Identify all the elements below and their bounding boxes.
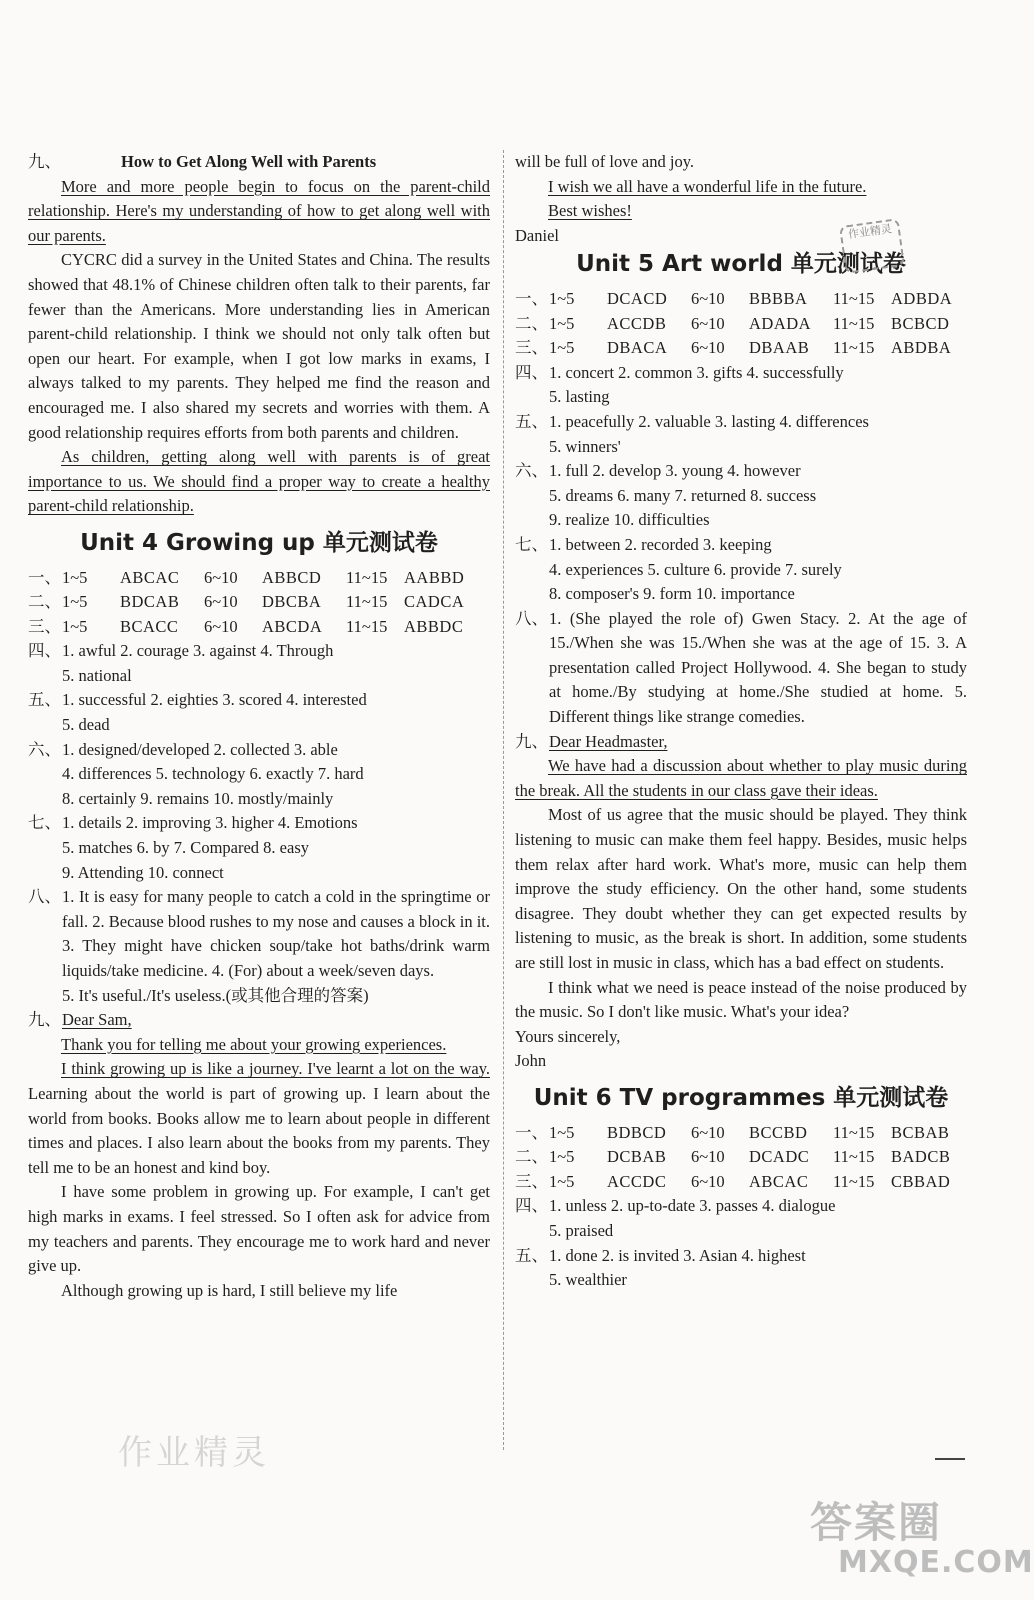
answer-text: 1. successful 2. eighties 3. scored 4. interested — [62, 690, 367, 710]
range: 6~10 — [691, 1171, 725, 1191]
watermark-stamp: 作业精灵 — [839, 218, 905, 274]
row-label: 五、 — [515, 1245, 548, 1265]
answer-text: 1. peacefully 2. valuable 3. lasting 4. differences — [549, 411, 869, 431]
row-label: 一、 — [515, 1122, 548, 1142]
letter-paragraph: Thank you for telling me about your growing experiences. — [61, 1034, 447, 1054]
unit6-mc-block — [515, 1121, 967, 1195]
answers: BCACC — [120, 616, 179, 636]
range: 11~15 — [346, 616, 388, 636]
letter-closing: Yours sincerely, — [515, 1026, 621, 1046]
range: 1~5 — [549, 338, 575, 358]
answer-text: 5. wealthier — [549, 1270, 627, 1290]
answers: AABBD — [404, 567, 465, 587]
answer-row — [515, 410, 967, 435]
range: 1~5 — [549, 1171, 575, 1191]
answer-text: 4. experiences 5. culture 6. provide 7. surely — [549, 559, 842, 579]
column-divider — [503, 150, 504, 1450]
answer-text: 1. details 2. improving 3. higher 4. Emotions — [62, 813, 358, 833]
unit5-heading: Unit 5 Art world 单元测试卷 — [576, 251, 906, 278]
left-column — [28, 150, 490, 1303]
row-label: 三、 — [515, 1171, 548, 1191]
watermark-url: MXQE.COM — [838, 1545, 1034, 1580]
row-label: 五、 — [28, 690, 61, 710]
row-label: 七、 — [28, 813, 61, 833]
range: 6~10 — [691, 313, 725, 333]
answer-text: 8. composer's 9. form 10. importance — [549, 584, 795, 604]
row-label: 一、 — [515, 288, 548, 308]
answer-text: 1. unless 2. up-to-date 3. passes 4. dialogue — [549, 1196, 836, 1216]
range: 1~5 — [62, 567, 88, 587]
row-label: 三、 — [28, 616, 61, 636]
essay-title-text: How to Get Along Well with Parents — [121, 152, 377, 171]
answers: BBBBA — [749, 288, 808, 308]
answer-text: 1. (She played the role of) Gwen Stacy. 2. At the age of 15./When she was 15./When she was at the age of 15. 3. A presentation called Project Hollywood. 4. She began to study at home./By studying at home./She studied at home. 5. Different things like strange comedies. — [549, 608, 967, 727]
range: 6~10 — [691, 1147, 725, 1167]
answer-row — [28, 688, 490, 713]
letter-paragraph: Most of us agree that the music should be played. They think listening to music can make them feel happy. Besides, music helps them relax after hard work. What's more, music can help them improve the study efficiency. On the other hand, some students disagree. They doubt whether they can get expected results by listening to music, as the break is short. In addition, some students are still lost in music in class, which has a bad effect on students. — [515, 805, 967, 972]
range: 1~5 — [549, 1122, 575, 1142]
letter-paragraph: I wish we all have a wonderful life in the future. — [548, 176, 867, 196]
letter-paragraph: I have some problem in growing up. For example, I can't get high marks in exams. I feel stressed. So I often ask for advice from my teachers and parents. They encourage me to work hard and never give up. — [28, 1182, 490, 1276]
answers: DBAAB — [749, 338, 810, 358]
answer-text: 5. matches 6. by 7. Compared 8. easy — [62, 838, 309, 858]
answer-text: 1. designed/developed 2. collected 3. able — [62, 739, 338, 759]
answer-row — [515, 336, 967, 361]
row-label: 五、 — [515, 411, 548, 431]
answers: DCADC — [749, 1147, 810, 1167]
answer-row — [28, 639, 490, 664]
range: 11~15 — [833, 1171, 875, 1191]
letter-greeting-row — [515, 730, 967, 755]
range: 11~15 — [346, 567, 388, 587]
letter-paragraph: Although growing up is hard, I still believe my life — [61, 1280, 398, 1300]
range: 6~10 — [691, 288, 725, 308]
answer-text: 5. national — [62, 665, 132, 685]
answers: ABBCD — [262, 567, 322, 587]
row-label: 二、 — [515, 1147, 548, 1167]
range: 6~10 — [691, 1122, 725, 1142]
answer-text: 5. It's useful./It's useless.(或其他合理的答案) — [62, 985, 369, 1005]
unit6-heading: Unit 6 TV programmes 单元测试卷 — [533, 1084, 949, 1111]
answer-row — [28, 811, 490, 836]
answer-row — [28, 590, 490, 615]
answers: BDBCD — [607, 1122, 667, 1142]
range: 1~5 — [549, 1147, 575, 1167]
essay-title — [28, 150, 490, 175]
letter-greeting: Dear Sam, — [62, 1010, 132, 1030]
answer-text: 5. winners' — [549, 436, 621, 456]
answers: ABCAC — [749, 1171, 809, 1191]
row-label: 四、 — [28, 641, 61, 661]
answer-text: 1. concert 2. common 3. gifts 4. successfully — [549, 362, 844, 382]
letter-signature: Daniel — [515, 225, 559, 245]
range: 1~5 — [549, 288, 575, 308]
essay-paragraph: More and more people begin to focus on the parent-child relationship. Here's my understanding of how to get along well with our parents. — [28, 176, 490, 245]
answers: BCCBD — [749, 1122, 808, 1142]
letter-paragraph: will be full of love and joy. — [515, 152, 695, 171]
right-column — [515, 150, 967, 1293]
answers: BCBCD — [891, 313, 950, 333]
letter-signature: John — [515, 1051, 547, 1071]
answers: ABCDA — [262, 616, 323, 636]
essay-paragraph: CYCRC did a survey in the United States and China. The results showed that 48.1% of Chinese children often talk to their parents, far fewer than the Americans. More understanding lies in American parent-child relationship. I think we should not only talk often but open our heart. For example, when I got low marks in exams, I always talked to my parents. They helped me find the reason and encouraged me. I also shared my secrets and worries with them. A good relationship requires efforts from both parents and children. — [28, 250, 490, 442]
row-label: 八、 — [28, 887, 61, 907]
answer-row — [515, 459, 967, 484]
range: 6~10 — [204, 616, 238, 636]
answer-text: 1. done 2. is invited 3. Asian 4. highest — [549, 1245, 806, 1265]
answers: ACCDC — [607, 1171, 667, 1191]
answers: ADADA — [749, 313, 812, 333]
essay-paragraph: As children, getting along well with parents is of great importance to us. We should find a proper way to create a healthy parent-child relationship. — [28, 447, 490, 516]
answers: ADBDA — [891, 288, 953, 308]
answers: ABCAC — [120, 567, 180, 587]
answers: ACCDB — [607, 313, 667, 333]
answer-row — [28, 738, 490, 763]
answers: DCBAB — [607, 1147, 667, 1167]
range: 1~5 — [62, 616, 88, 636]
row-label: 二、 — [515, 313, 548, 333]
answer-row — [28, 615, 490, 640]
answers: ABBDC — [404, 616, 464, 636]
answer-text: 9. realize 10. difficulties — [549, 510, 710, 530]
answer-text: 5. lasting — [549, 387, 610, 407]
letter-greeting-row — [28, 1008, 490, 1033]
answer-text: 1. between 2. recorded 3. keeping — [549, 534, 772, 554]
answer-text: 1. It is easy for many people to catch a cold in the springtime or fall. 2. Because blood rushes to my nose and causes a block in it. 3. They might have chicken soup/take hot baths/drink warm liquids/take medicine. 4. (For) about a week/seven days. — [62, 887, 490, 980]
answer-text: 1. full 2. develop 3. young 4. however — [549, 461, 801, 481]
row-label: 六、 — [28, 739, 61, 759]
range: 11~15 — [833, 288, 875, 308]
range: 11~15 — [833, 338, 875, 358]
underlined-text: I think growing up is like a journey. I've learnt a lot on the way. — [61, 1059, 490, 1079]
letter-paragraph — [28, 1057, 490, 1180]
answer-row — [515, 287, 967, 312]
range: 11~15 — [833, 313, 875, 333]
answers: DCACD — [607, 288, 668, 308]
answer-row — [515, 533, 967, 558]
answer-text: 9. Attending 10. connect — [62, 862, 224, 882]
answer-row — [515, 361, 967, 386]
answer-text: 4. differences 5. technology 6. exactly 7. hard — [62, 764, 364, 784]
row-label: 四、 — [515, 362, 548, 382]
answers: BADCB — [891, 1147, 951, 1167]
letter-closing: Best wishes! — [548, 201, 632, 221]
answer-row — [515, 1244, 967, 1269]
row-label: 四、 — [515, 1196, 548, 1216]
answer-row — [515, 312, 967, 337]
answers: BDCAB — [120, 592, 180, 612]
answer-row — [28, 566, 490, 591]
page-edge-dash — [935, 1458, 965, 1460]
section-label: 九、 — [28, 152, 61, 171]
range: 6~10 — [691, 338, 725, 358]
answers: CADCA — [404, 592, 465, 612]
row-label: 三、 — [515, 338, 548, 358]
answer-row — [515, 1145, 967, 1170]
range: 1~5 — [549, 313, 575, 333]
answer-row — [515, 607, 967, 730]
row-label: 七、 — [515, 534, 548, 554]
letter-greeting: Dear Headmaster, — [549, 731, 668, 751]
range: 6~10 — [204, 567, 238, 587]
answer-text: 5. dead — [62, 715, 110, 735]
row-label: 一、 — [28, 567, 61, 587]
watermark-text: 作业精灵 — [118, 1433, 270, 1473]
answer-text: 8. certainly 9. remains 10. mostly/mainly — [62, 788, 334, 808]
body-text: Learning about the world is part of growing up. I learn about the world from books. Books allow me to learn about people in different times and places. I also learn about the books from my parents. They tell me to be an honest and kind boy. — [28, 1083, 490, 1177]
letter-paragraph: We have had a discussion about whether to play music during the break. All the students in our class gave their ideas. — [515, 756, 967, 800]
answers: ABDBA — [891, 338, 952, 358]
answers: BCBAB — [891, 1122, 950, 1142]
unit4-heading: Unit 4 Growing up 单元测试卷 — [80, 529, 438, 556]
answers: DBACA — [607, 338, 668, 358]
unit5-mc-block — [515, 287, 967, 361]
answers: CBBAD — [891, 1171, 951, 1191]
answer-text: 5. dreams 6. many 7. returned 8. success — [549, 485, 817, 505]
answer-text: 1. awful 2. courage 3. against 4. Through — [62, 641, 334, 661]
letter-paragraph: I think what we need is peace instead of the noise produced by the music. So I don't like music. What's your idea? — [515, 977, 967, 1022]
unit4-mc-block — [28, 566, 490, 640]
answer-row — [515, 1194, 967, 1219]
range: 1~5 — [62, 592, 88, 612]
range: 11~15 — [346, 592, 388, 612]
range: 11~15 — [833, 1147, 875, 1167]
row-label: 二、 — [28, 592, 61, 612]
row-label: 六、 — [515, 461, 548, 481]
row-label: 九、 — [28, 1010, 61, 1030]
row-label: 八、 — [515, 608, 548, 628]
answer-row — [515, 1170, 967, 1195]
row-label: 九、 — [515, 731, 548, 751]
answer-row — [515, 1121, 967, 1146]
range: 6~10 — [204, 592, 238, 612]
range: 11~15 — [833, 1122, 875, 1142]
answers: DBCBA — [262, 592, 322, 612]
watermark-logo: 答案圈 — [810, 1498, 943, 1547]
answer-text: 5. praised — [549, 1220, 614, 1240]
answer-row — [28, 885, 490, 983]
